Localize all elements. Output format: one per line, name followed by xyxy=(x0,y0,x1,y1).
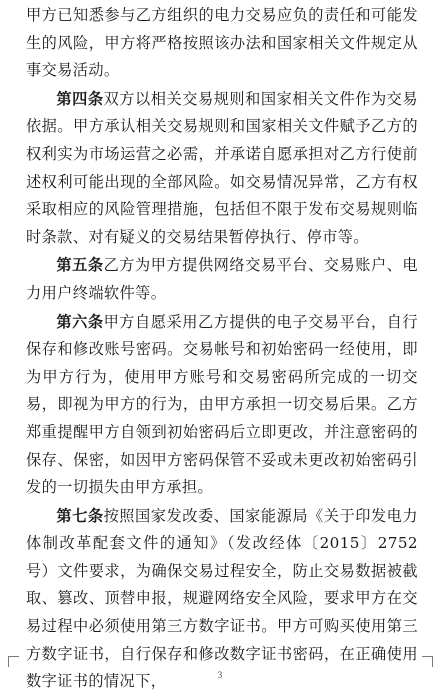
margin-corner-mark-left xyxy=(8,656,19,667)
paragraph-article-4 xyxy=(26,86,418,252)
paragraph-article-6 xyxy=(26,309,418,502)
paragraph-text: 按照国家发改委、国家能源局《关于印发电力体制改革配套文件的通知》（发改经体〔2015〕2752号）文件要求，为确保交易过程安全，防止交易数据被截取、篡改、顶替申报，规避网络安全风险，要求甲方在交易过程中必须使用第三方数字证书。甲方可购买使用第三方数字证书，自行保存和修改数字证书密码，在正确使用数字证书的情况下， xyxy=(26,506,418,691)
article-label: 第四条 xyxy=(56,89,104,108)
paragraph-article-7 xyxy=(26,503,418,696)
paragraph-text: 甲方已知悉参与乙方组织的电力交易应负的责任和可能发生的风险，甲方将严格按照该办法和国家相关文件规定从事交易活动。 xyxy=(26,6,418,80)
article-label: 第六条 xyxy=(56,312,104,331)
paragraph-text: 乙方为甲方提供网络交易平台、交易账户、电力用户终端软件等。 xyxy=(26,256,418,302)
paragraph-text: 甲方自愿采用乙方提供的电子交易平台，自行保存和修改账号密码。交易帐号和初始密码一经使用，即为甲方行为，使用甲方账号和交易密码所完成的一切交易，即视为甲方的行为，由甲方承担一切交易后果。乙方郑重提醒甲方自领到初始密码后立即更改，并注意密码的保存、保密，如因甲方密码保管不妥或未更改初始密码引发的一切损失由甲方承担。 xyxy=(26,312,418,497)
paragraph-text: 双方以相关交易规则和国家相关文件作为交易依据。甲方承认相关交易规则和国家相关文件赋予乙方的权利实为市场运营之必需，并承诺自愿承担对乙方行使前述权利可能出现的全部风险。如交易情况异常，乙方有权采取相应的风险管理措施，包括但不限于发布交易规则临时条款、对有疑义的交易结果暂停执行、停市等。 xyxy=(26,89,418,246)
article-label: 第五条 xyxy=(56,256,104,275)
document-body xyxy=(26,2,418,697)
article-label: 第七条 xyxy=(56,506,104,525)
paragraph-article-5 xyxy=(26,252,418,307)
margin-corner-mark-right xyxy=(422,656,433,667)
paragraph-continuation xyxy=(26,2,418,85)
page-number: 3 xyxy=(217,670,223,680)
